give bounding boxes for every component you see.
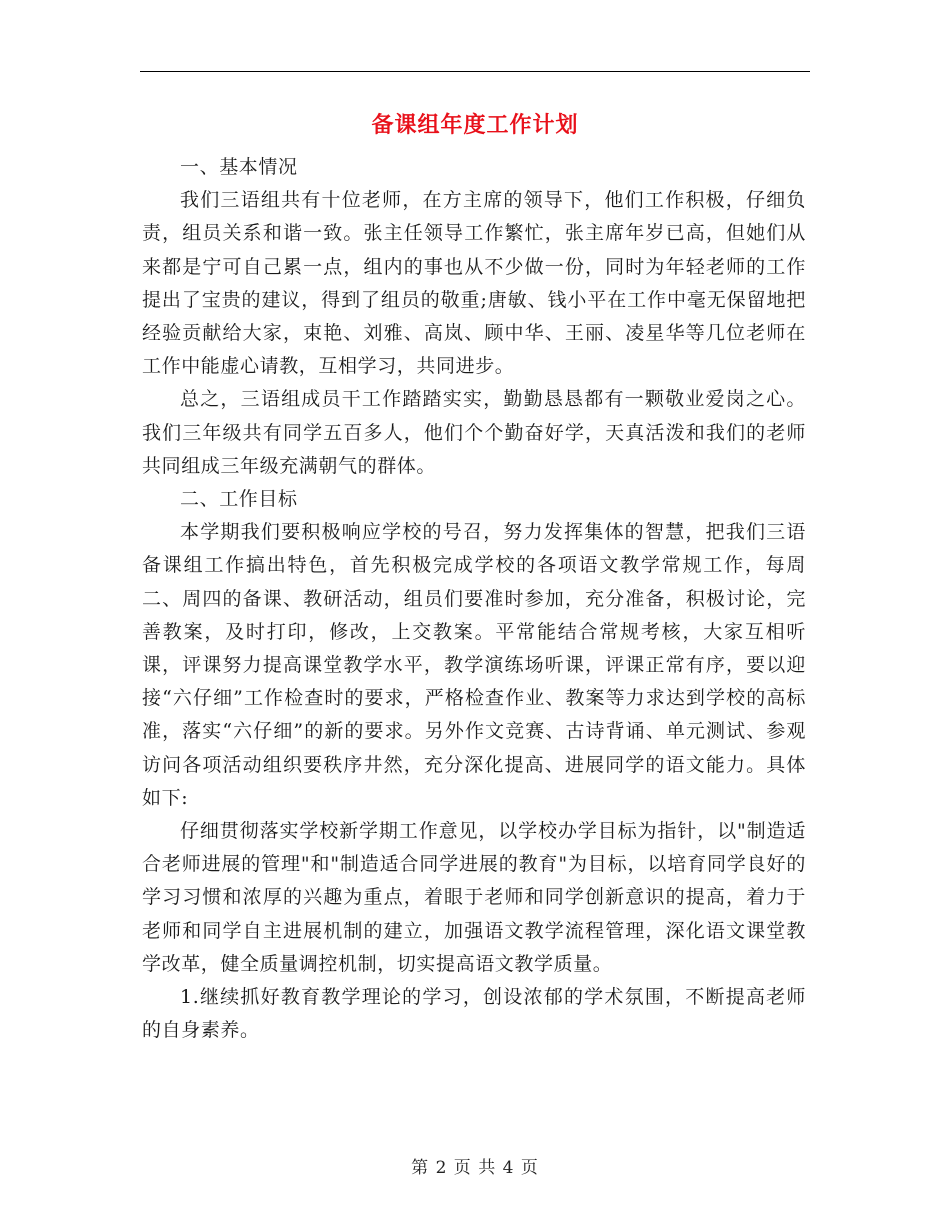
page-number: 第 2 页 共 4 页	[411, 1158, 539, 1178]
header-rule	[140, 71, 810, 72]
document-body	[142, 151, 806, 1047]
list-item: 1.继续抓好教育教学理论的学习，创设浓郁的学术氛围，不断提高老师的自身素养。	[142, 986, 806, 1042]
paragraph: 本学期我们要积极响应学校的号召，努力发挥集体的智慧，把我们三语备课组工作搞出特色，首先积极完成学校的各项语文教学常规工作，每周二、周四的备课、教研活动，组员们要准时参加，充分准备，积极讨论，完善教案，及时打印，修改，上交教案。平常能结合常规考核，大家互相听课，评课努力提高课堂教学水平，教学演练场听课，评课正常有序，要以迎接“六仔细”工作检查时的要求，严格检查作业、教案等力求达到学校的高标准，落实“六仔细”的新的要求。另外作文竞赛、古诗背诵、单元测试、参观访问各项活动组织要秩序井然，充分深化提高、进展同学的语文能力。具体如下:	[142, 521, 806, 809]
section-heading-goals: 二、工作目标	[180, 488, 298, 511]
document-title: 备课组年度工作计划	[371, 112, 579, 138]
paragraph: 我们三语组共有十位老师，在方主席的领导下，他们工作积极，仔细负责，组员关系和谐一致。张主任领导工作繁忙，张主席年岁已高，但她们从来都是宁可自己累一点，组内的事也从不少做一份，同时为年轻老师的工作提出了宝贵的建议，得到了组员的敬重;唐敏、钱小平在工作中毫无保留地把经验贡献给大家，束艳、刘雅、高岚、顾中华、王丽、凌星华等几位老师在工作中能虚心请教，互相学习，共同进步。	[142, 189, 806, 378]
paragraph: 仔细贯彻落实学校新学期工作意见，以学校办学目标为指针，以"制造适合老师进展的管理"和"制造适合同学进展的教育"为目标，以培育同学良好的学习习惯和浓厚的兴趣为重点，着眼于老师和同学创新意识的提高，着力于老师和同学自主进展机制的建立，加强语文教学流程管理，深化语文课堂教学改革，健全质量调控机制，切实提高语文教学质量。	[142, 820, 806, 975]
paragraph: 总之，三语组成员干工作踏踏实实，勤勤恳恳都有一颗敬业爱岗之心。我们三年级共有同学五百多人，他们个个勤奋好学，天真活泼和我们的老师共同组成三年级充满朝气的群体。	[142, 388, 806, 477]
section-heading-basic: 一、基本情况	[180, 156, 298, 178]
